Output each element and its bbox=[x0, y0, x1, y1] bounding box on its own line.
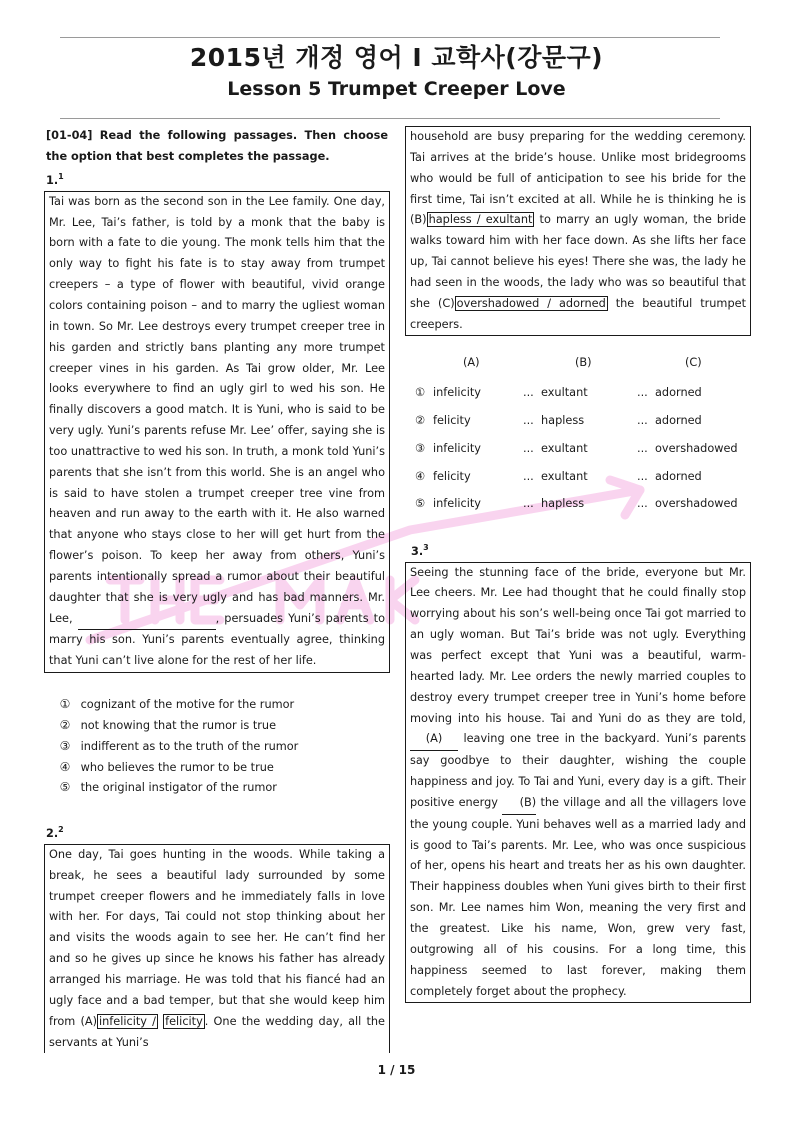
grid-option-2[interactable]: ② felicity ... hapless ... adorned bbox=[415, 414, 702, 428]
question-1-passage bbox=[44, 191, 390, 673]
column-a-header: (A) bbox=[463, 356, 480, 370]
passage-text: the village and all the villagers love the young couple. Yuni behaves well as a married lady and is good to Tai’s parents. Mr. Lee, who was once suspicious of her, opens his heart and treats her as his own daughter. Their happiness doubles when Yuni gives birth to their first son. Mr. Lee names him Won, meaning the very first and the greatest. Like his name, Won, grew very fast, outgrowing all of his cousins. For a long time, this happiness seemed to last forever, making them completely forget about the prophecy. bbox=[410, 795, 747, 998]
word-choice-b: hapless / exultant bbox=[428, 213, 533, 227]
blank-b: (B) bbox=[502, 793, 536, 815]
grid-option-4[interactable]: ④ felicity ... exultant ... adorned bbox=[415, 469, 702, 483]
question-3-label: 3. bbox=[411, 544, 424, 558]
page-number: 1 / 15 bbox=[377, 1063, 416, 1077]
blank-a: (A) bbox=[410, 729, 458, 751]
option-2[interactable]: ② not knowing that the rumor is true bbox=[59, 717, 277, 732]
footnote-marker: 3 bbox=[423, 542, 429, 552]
passage-text: Tai was born as the second son in the Lee family. One day, Mr. Lee, Tai’s father, is told by a monk that the baby is born with a fate to die young. The monk tells him that the only way to fight his fate is to stay away from trumpet creepers – a type of flower with beautiful, vivid orange colors containing poison – and to marry the ugliest woman in town. So Mr. Lee destroys every trumpet creeper tree in his garden and strictly bans planting any more trumpet creeper vines in his garden. As Tai grow older, Mr. Lee looks everywhere to find an ugly girl to wed his son. He finally discovers a good match. It is Yuni, who is said to be very ugly. Yuni’s parents refuse Mr. Lee’ offer, saying she is too unattractive to wed his son. In truth, a monk told Yuni’s parents that she isn’t from this world. She is an angel who is said to have stolen a trumpet creeper tree vine from heaven and run away to the earth with it. He also warned that anyone who stays close to her will get hurt from the flower’s poison. To keep her away from others, Yuni’s parents intentionally spread a rumor about their beautiful daughter that she is very ugly and has bad manners. Mr. Lee, bbox=[49, 194, 385, 625]
question-2-label: 2. bbox=[46, 826, 59, 840]
question-3-number bbox=[405, 538, 751, 562]
left-column bbox=[44, 126, 390, 1053]
grid-header bbox=[405, 353, 751, 373]
top-rule bbox=[60, 37, 720, 38]
page-title: 2015년 개정 영어 I 교학사(강문구) bbox=[189, 43, 604, 72]
passage-text: leaving one tree in the backyard. Yuni’s parents say goodbye to their daughter, wishing the couple happiness and joy. To Tai and Yuni, every day is a gift. Their positive energy bbox=[410, 732, 747, 809]
answer-blank bbox=[78, 609, 216, 631]
passage-text: , persuades Yuni’s parents to marry his son. Yuni’s parents eventually agree, thinking that Yuni can’t live alone for the rest of her life. bbox=[49, 611, 385, 668]
option-3[interactable]: ③ indifferent as to the truth of the rumor bbox=[59, 738, 299, 753]
question-2-number bbox=[44, 820, 390, 844]
question-1-options bbox=[44, 694, 390, 798]
option-5[interactable]: ⑤ the original instigator of the rumor bbox=[59, 780, 277, 795]
question-1-label: 1. bbox=[46, 173, 59, 187]
passage-text: One day, Tai goes hunting in the woods. While taking a break, he sees a beautiful lady surrounded by some trumpet creeper flowers and he immediately falls in love with her. For days, Tai could not stop thinking about her and visits the woods again to see her. He can’t find her and so he gives up since he knows his father has already arranged his marriage. He was told that his fiancé had an ugly face and a bad temper, but that she would keep him from (A) bbox=[49, 847, 385, 1028]
question-1-number bbox=[44, 167, 390, 191]
question-2-passage bbox=[44, 844, 390, 1053]
passage-text: Seeing the stunning face of the bride, everyone but Mr. Lee cheers. Mr. Lee had thought that he could finally stop worrying about his son’s well-being once Tai got married to an ugly woman. But Tai’s bride was not ugly. Everything was perfect except that Yuni was a beautiful, warm-hearted lady. Mr. Lee orders the newly married couples to destroy every trumpet creeper tree in Yuni’s home before moving into his house. Tai and Yuni do as they are told, bbox=[410, 565, 746, 725]
word-choice-c: overshadowed / adorned bbox=[456, 296, 606, 310]
lesson-subtitle: Lesson 5 Trumpet Creeper Love bbox=[227, 78, 566, 100]
question-2-passage-continued bbox=[405, 126, 751, 336]
passage-text: the beautiful trumpet creepers. bbox=[410, 296, 746, 331]
question-3-passage bbox=[405, 562, 751, 1004]
passage-text: household are busy preparing for the wedding ceremony. Tai arrives at the bride’s house. Unlike most bridegrooms who would be full of anticipation to see his bride for the first time, Tai isn’t excited at all. While he is thinking he is (B) bbox=[410, 130, 746, 227]
option-4[interactable]: ④ who believes the rumor to be true bbox=[59, 759, 274, 774]
question-2-answer-grid bbox=[405, 353, 751, 517]
column-b-header: (B) bbox=[575, 356, 592, 370]
column-c-header: (C) bbox=[685, 356, 702, 370]
grid-option-3[interactable]: ③ infelicity ... exultant ... overshadowed bbox=[415, 441, 738, 455]
footnote-marker: 1 bbox=[58, 172, 64, 181]
footnote-marker: 2 bbox=[58, 825, 64, 835]
word-choice-a: infelicity / bbox=[99, 1014, 156, 1028]
grid-option-1[interactable]: ① infelicity ... exultant ... adorned bbox=[415, 386, 702, 400]
instructions: [01-04] Read the following passages. Then choose the option that best completes the passage. bbox=[46, 129, 388, 163]
word-choice-a-cont: felicity bbox=[165, 1014, 203, 1028]
passage-text: to marry an ugly woman, the bride walks toward him with her face down. As she lifts her face up, Tai cannot believe his eyes! There she was, the lady he had seen in the woods, the lady who was so beautiful that she (C) bbox=[410, 213, 746, 310]
option-1[interactable]: ① cognizant of the motive for the rumor bbox=[59, 697, 295, 712]
header-rule bbox=[60, 118, 720, 119]
grid-option-5[interactable]: ⑤ infelicity ... hapless ... overshadowed bbox=[415, 497, 738, 511]
right-column bbox=[405, 126, 751, 1003]
passage-text: . One the wedding day, all the servants at Yuni’s bbox=[49, 1014, 385, 1049]
